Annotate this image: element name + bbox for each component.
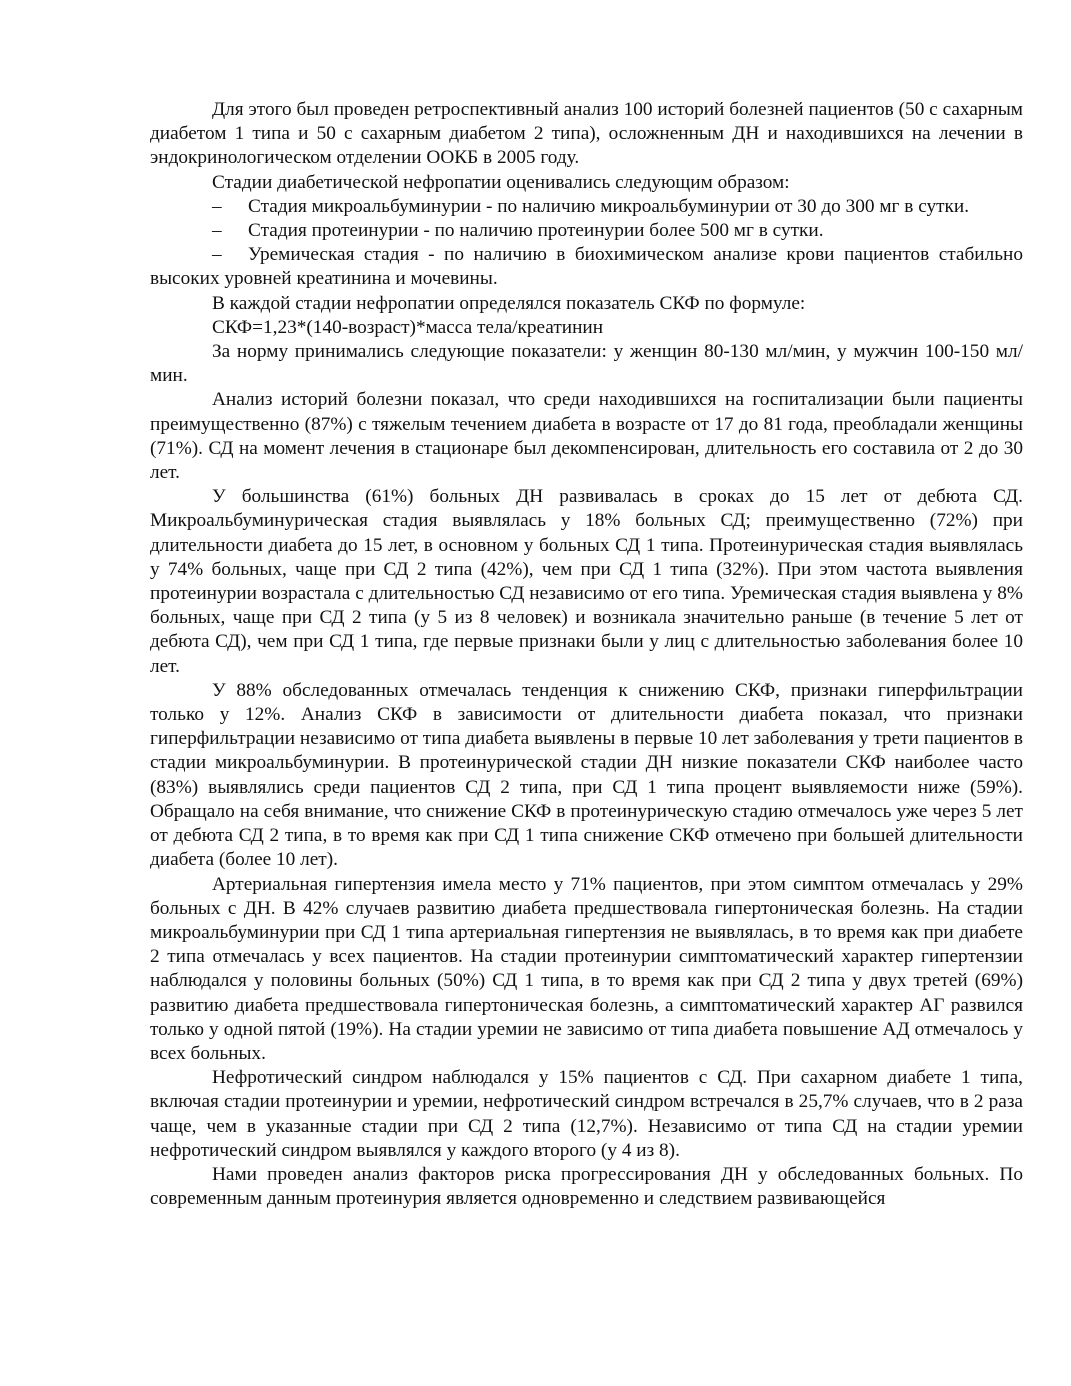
paragraph-gfr-intro: В каждой стадии нефропатии определялся показатель СКФ по формуле: bbox=[212, 292, 806, 314]
dash-marker: – bbox=[212, 195, 222, 217]
paragraph-gfr-results: У 88% обследованных отмечалась тенденция к снижению СКФ, признаки гиперфильтрации только у 12%. Анализ СКФ в зависимости от длительности диабета показал, что признаки гиперфильтрации независимо от типа диабета выявлены в первые 10 лет заболевания у трети пациентов в стадии микроальбуминурии. В протеинурической стадии ДН низкие показатели СКФ наиболее часто (83%) выявлялись среди пациентов СД 2 типа, при СД 1 типа процент выявляемости ниже (59%). Обращало на себя внимание, что снижение СКФ в протеинурическую стадию отмечалось уже через 5 лет от дебюта СД 2 типа, в то время как при СД 1 типа снижение СКФ отмечено при большей длительности диабета (более 10 лет). bbox=[150, 679, 1023, 871]
list-item-text: Стадия микроальбуминурии - по наличию микроальбуминурии от 30 до 300 мг в сутки. bbox=[248, 195, 970, 217]
paragraph-history-analysis: Анализ историй болезни показал, что среди находившихся на госпитализации были пациенты преимущественно (87%) с тяжелым течением диабета в возрасте от 17 до 81 года, преобладали женщины (71%). СД на момент лечения в стационаре был декомпенсирован, длительность его составила от 2 до 30 лет. bbox=[150, 389, 1023, 484]
paragraph-gfr-formula: СКФ=1,23*(140-возраст)*масса тела/креатинин bbox=[212, 316, 604, 338]
list-item-uremic bbox=[150, 243, 1023, 291]
list-item-text: Уремическая стадия - по наличию в биохимическом анализе крови пациентов стабильно высоких уровней креатинина и мочевины. bbox=[150, 244, 1023, 290]
dash-marker: – bbox=[212, 220, 222, 242]
paragraph-stages-intro: Стадии диабетической нефропатии оценивались следующим образом: bbox=[212, 171, 790, 193]
paragraph-gfr-norms: За норму принимались следующие показатели: у женщин 80-130 мл/мин, у мужчин 100-150 мл/мин. bbox=[150, 341, 1023, 387]
list-item-microalbuminuria bbox=[150, 195, 1023, 219]
paragraph-hypertension: Артериальная гипертензия имела место у 71% пациентов, при этом симптом отмечалась у 29% больных с ДН. В 42% случаев развитию диабета предшествовала гипертоническая болезнь. На стадии микроальбуминурии при СД 1 типа артериальная гипертензия не выявлялась, в то время как при диабете 2 типа отмечалась у всех пациентов. На стадии протеинурии симптоматический характер гипертензии наблюдался у половины больных (50%) СД 1 типа, в то время как при СД 2 типа у двух третей (69%) развитию диабета предшествовала гипертоническая болезнь, а симптоматический характер АГ развился только у одной пятой (19%). На стадии уремии не зависимо от типа диабета повышение АД отмечалось у всех больных. bbox=[150, 873, 1023, 1064]
paragraph-nephrotic-syndrome: Нефротический синдром наблюдался у 15% пациентов с СД. При сахарном диабете 1 типа, включая стадии протеинурии и уремии, нефротический синдром встречался в 25,7% случаев, что в 2 раза чаще, чем в указанные стадии при СД 2 типа (12,7%). Независимо от типа СД на стадии уремии нефротический синдром выявлялся у каждого второго (у 4 из 8). bbox=[150, 1067, 1023, 1161]
list-item-proteinuria bbox=[150, 219, 1023, 243]
document-page bbox=[150, 98, 1023, 1211]
paragraph-risk-factors: Нами проведен анализ факторов риска прогрессирования ДН у обследованных больных. По современным данным протеинурия является одновременно и следствием развивающейся bbox=[150, 1163, 1023, 1210]
list-item-text: Стадия протеинурии - по наличию протеинурии более 500 мг в сутки. bbox=[248, 220, 824, 242]
dash-marker: – bbox=[212, 244, 222, 266]
paragraph-dn-stages: У большинства (61%) больных ДН развивалась в сроках до 15 лет от дебюта СД. Микроальбуминурическая стадия выявлялась у 18% больных СД; преимущественно (72%) при длительности диабета до 15 лет, в основном у больных СД 1 типа. Протеинурическая стадия выявлялась у 74% больных, чаще при СД 2 типа (42%), чем при СД 1 типа (32%). При этом частота выявления протеинурии возрастала с длительностью СД независимо от его типа. Уремическая стадия выявлена у 8% больных, чаще при СД 2 типа (у 5 из 8 человек) и возникала значительно раньше (в течение 5 лет от дебюта СД), чем при СД 1 типа, где первые признаки были у лиц с длительностью заболевания более 10 лет. bbox=[150, 486, 1023, 677]
paragraph-study-design: Для этого был проведен ретроспективный анализ 100 историй болезней пациентов (50 с сахарным диабетом 1 типа и 50 с сахарным диабетом 2 типа), осложненным ДН и находившихся на лечении в эндокринологическом отделении ООКБ в 2005 году. bbox=[150, 99, 1023, 169]
